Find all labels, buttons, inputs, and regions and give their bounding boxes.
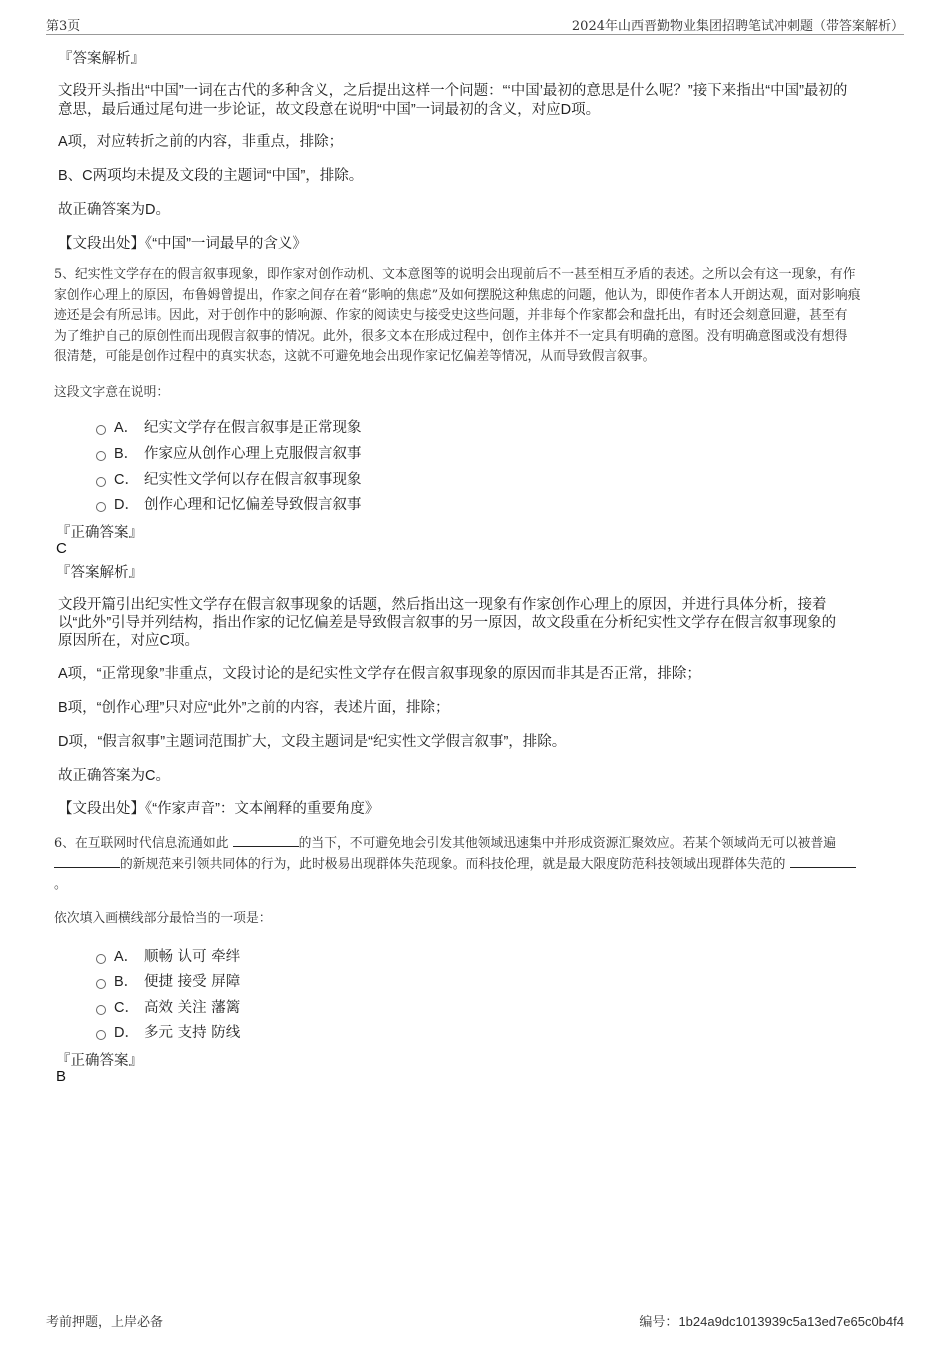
radio-icon[interactable] <box>96 954 106 964</box>
q5-option-c[interactable] <box>96 468 362 488</box>
correct-answer-title: 『正确答案』 <box>56 525 143 541</box>
question-text-line: 家创作心理上的原因，布鲁姆曾提出，作家之间存在着“影响的焦虑”及如何摆脱这种焦虑的问题，他认为，即使作者本人开朗达观，面对影响痕 <box>54 287 861 303</box>
analysis-option-bc: B、C两项均未提及文段的主题词“中国”，排除。 <box>58 168 364 184</box>
question-text-line <box>54 855 892 876</box>
option-text: 创作心理和记忆偏差导致假言叙事 <box>144 497 362 513</box>
option-text: 高效 关注 藩篱 <box>144 1000 241 1016</box>
analysis-paragraph-line: 原因所在，对应C项。 <box>58 633 199 649</box>
analysis-paragraph-line: 以“此外”引导并列结构，指出作家的记忆偏差是导致假言叙事的另一原因，故文段重在分析纪实性文学存在假言叙事现象的 <box>58 615 837 631</box>
correct-answer: C <box>56 540 67 557</box>
option-letter: A． <box>114 420 139 436</box>
analysis-option-b: B项，“创作心理”只对应“此外”之前的内容，表述片面，排除； <box>58 700 450 716</box>
q6-option-a[interactable] <box>96 945 240 965</box>
question-text-line <box>54 834 892 855</box>
option-letter: B． <box>114 974 139 990</box>
question-5-prompt: 这段文字意在说明： <box>54 385 170 400</box>
correct-answer-title: 『正确答案』 <box>56 1053 143 1069</box>
analysis-title: 『答案解析』 <box>56 565 143 581</box>
fill-blank-1 <box>233 835 299 847</box>
analysis-paragraph-line: 文段开头指出“中国”一词在古代的多种含义，之后提出这样一个问题：“‘中国’最初的意思是什么呢？”接下来指出“中国”最初的 <box>58 83 848 99</box>
q6-option-c[interactable] <box>96 996 240 1016</box>
radio-icon[interactable] <box>96 451 106 461</box>
option-text: 纪实性文学何以存在假言叙事现象 <box>144 472 362 488</box>
analysis-paragraph-line: 文段开篇引出纪实性文学存在假言叙事现象的话题，然后指出这一现象有作家创作心理上的原因，并进行具体分析，接着 <box>58 597 827 613</box>
analysis-conclusion: 故正确答案为D。 <box>58 202 170 218</box>
analysis-option-a: A项，对应转折之前的内容，非重点，排除； <box>58 134 344 150</box>
question-text-segment: 的新规范来引领共同体的行为，此时极易出现群体失范现象。而科技伦理，就是最大限度防范科技领域出现群体失范的 <box>120 856 786 872</box>
radio-icon[interactable] <box>96 477 106 487</box>
q5-option-b[interactable] <box>96 442 362 462</box>
passage-source: 【文段出处】《“作家声音”：文本阐释的重要角度》 <box>58 801 380 817</box>
document-title: 2024年山西晋勤物业集团招聘笔试冲刺题（带答案解析） <box>571 19 904 34</box>
analysis-title: 『答案解析』 <box>58 51 145 67</box>
radio-icon[interactable] <box>96 1030 106 1040</box>
radio-icon[interactable] <box>96 502 106 512</box>
option-letter: A． <box>114 949 139 965</box>
analysis-option-a: A项，“正常现象”非重点，文段讨论的是纪实性文学存在假言叙事现象的原因而非其是否正常，排除； <box>58 666 701 682</box>
option-letter: D． <box>114 1025 139 1041</box>
q6-option-d[interactable] <box>96 1021 240 1041</box>
question-text-line: 为了维护自己的原创性而出现假言叙事的情况。此外，很多文本在形成过程中，创作主体并不一定具有明确的意图。没有明确意图或没有想得 <box>54 328 848 344</box>
question-6-prompt: 依次填入画横线部分最恰当的一项是： <box>54 911 272 926</box>
q5-option-a[interactable] <box>96 416 362 436</box>
question-text-line: 迹还是会有所忌讳。因此，对于创作中的影响源、作家的阅读史与接受史这些问题，并非每个作家都会和盘托出，有时还会刻意回避，甚至有 <box>54 308 848 323</box>
option-text: 作家应从创作心理上克服假言叙事 <box>144 446 362 462</box>
question-text-segment: 6、在互联网时代信息流通如此 <box>54 836 229 851</box>
page-number: 第3页 <box>46 19 81 34</box>
document-serial <box>639 1311 904 1330</box>
option-text: 便捷 接受 屏障 <box>144 974 241 990</box>
option-letter: C． <box>114 472 139 488</box>
analysis-option-d: D项，“假言叙事”主题词范围扩大，文段主题词是“纪实性文学假言叙事”，排除。 <box>58 734 567 750</box>
question-text-line: 。 <box>54 877 67 892</box>
correct-answer: B <box>56 1068 67 1085</box>
option-letter: C． <box>114 1000 139 1016</box>
option-text: 纪实文学存在假言叙事是正常现象 <box>144 420 362 436</box>
question-6-text <box>54 834 892 896</box>
option-letter: D． <box>114 497 139 513</box>
serial-value: 1b24a9dc1013939c5a13ed7e65c0b4f4 <box>678 1314 904 1329</box>
fill-blank-3 <box>790 856 856 868</box>
page-header <box>46 14 904 35</box>
question-text-line: 很清楚，可能是创作过程中的真实状态，这就不可避免地会出现作家记忆偏差等情况，从而导致假言叙事。 <box>54 349 656 364</box>
page-footer <box>46 1311 904 1331</box>
footer-slogan: 考前押题，上岸必备 <box>46 1315 164 1330</box>
radio-icon[interactable] <box>96 979 106 989</box>
option-text: 多元 支持 防线 <box>144 1025 241 1041</box>
q6-option-b[interactable] <box>96 970 240 990</box>
question-5-text <box>54 265 892 368</box>
analysis-paragraph-line: 意思，最后通过尾句进一步论证，故文段意在说明“中国”一词最初的含义，对应D项。 <box>58 102 601 118</box>
fill-blank-2 <box>54 856 120 868</box>
radio-icon[interactable] <box>96 425 106 435</box>
option-letter: B． <box>114 446 139 462</box>
question-text-line: 5、纪实性文学存在的假言叙事现象，即作家对创作动机、文本意图等的说明会出现前后不一甚至相互矛盾的表述。之所以会有这一现象，有作 <box>54 267 856 282</box>
question-text-segment: 的当下，不可避免地会引发其他领域迅速集中并形成资源汇聚效应。若某个领域尚无可以被普遍 <box>298 836 837 851</box>
analysis-conclusion: 故正确答案为C。 <box>58 768 170 784</box>
radio-icon[interactable] <box>96 1005 106 1015</box>
q5-option-d[interactable] <box>96 493 362 513</box>
passage-source: 【文段出处】《“中国”一词最早的含义》 <box>58 236 307 252</box>
option-text: 顺畅 认可 牵绊 <box>144 949 241 965</box>
serial-label: 编号： <box>639 1315 679 1330</box>
